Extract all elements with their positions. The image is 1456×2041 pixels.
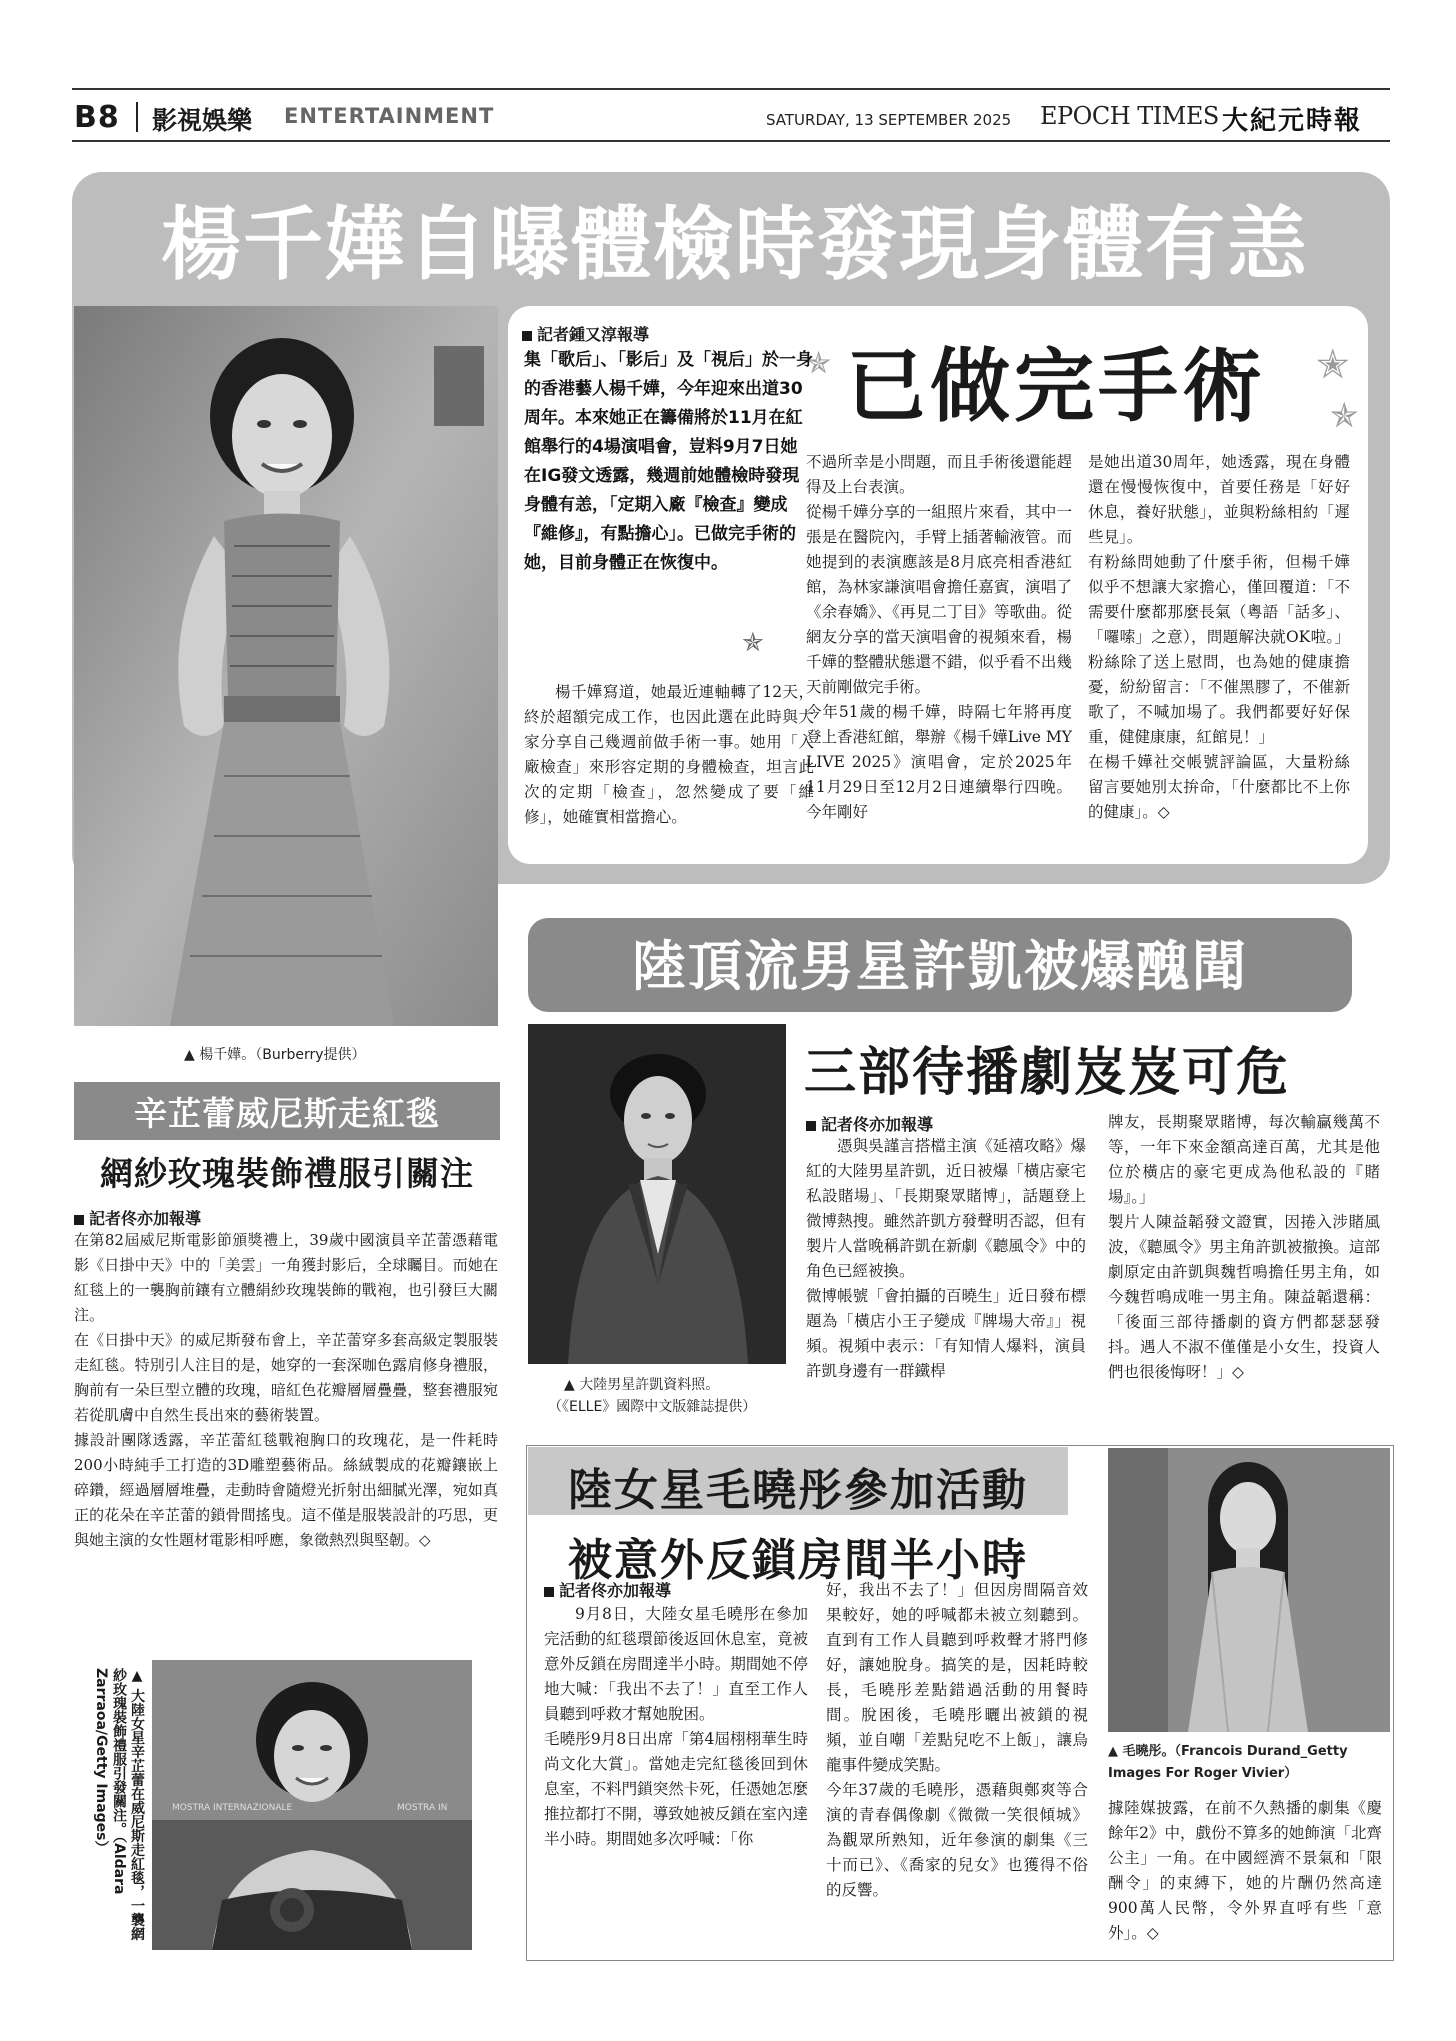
story3-photo — [1108, 1448, 1390, 1732]
page-number: B8 — [74, 100, 120, 135]
svg-text:MOSTRA IN: MOSTRA IN — [397, 1803, 448, 1813]
story1-subhead: 已做完手術 — [846, 340, 1266, 433]
story4-byline: 記者佟亦加報導 — [74, 1206, 201, 1229]
story2-photo-caption-line1: ▲ 大陸男星許凱資料照。 — [564, 1377, 720, 1393]
story2-photo-caption-line2: （《ELLE》國際中文版雜誌提供） — [548, 1399, 757, 1415]
header-divider — [136, 102, 138, 132]
story1-column-1: 楊千嬅寫道，她最近連軸轉了12天，終於超額完成工作，也因此選在此時與大家分享自己幾週前做手術一事。她用「入廠檢查」來形容定期的身體檢查，坦言此次的定期「檢查」，忽然變成了要「維修」，她確實相當擔心。 — [524, 683, 814, 826]
masthead-en: EPOCH TIMES — [1040, 102, 1219, 130]
story3-byline: 記者佟亦加報導 — [544, 1578, 671, 1601]
story2-photo — [528, 1024, 786, 1364]
story1-lead: 集「歌后」、「影后」及「視后」於一身的香港藝人楊千嬅，今年迎來出道30周年。本來她正在籌備將於11月在紅館舉行的4場演唱會，豈料9月7日她在IG發文透露，幾週前她體檢時發現身體有恙，「定期入廠『檢查』變成『維修』，有點擔心」。已做完手術的她，目前身體正在恢復中。 — [524, 350, 813, 573]
section-title-en: ENTERTAINMENT — [284, 104, 495, 128]
actress-photo-illustration — [74, 306, 498, 1026]
svg-text:MOSTRA INTERNAZIONALE: MOSTRA INTERNAZIONALE — [172, 1803, 293, 1813]
story3-headline: 陸女星毛曉彤參加活動 — [568, 1465, 1028, 1516]
story4-photo — [152, 1660, 472, 1950]
story3-photo-caption-line1: ▲ 毛曉彤。（Francois Durand_Getty — [1108, 1744, 1348, 1759]
story1-photo — [74, 306, 498, 1026]
actress-redcarpet-illustration — [152, 1660, 472, 1950]
header-top-rule — [72, 88, 1390, 90]
story2-byline: 記者佟亦加報導 — [806, 1112, 933, 1135]
story3-photo-caption-line2: Images For Roger Vivier） — [1108, 1766, 1298, 1781]
story4-vertical-caption: ▲ 大陸女星辛芷蕾在威尼斯走紅毯，一襲網紗玫瑰裝飾禮服引發關注。（Aldara Zarraoa/Getty Images） — [93, 1668, 145, 1941]
star-ornament-icon: ✯ — [806, 346, 832, 381]
star-ornament-icon: ✭ — [1316, 342, 1350, 388]
actress-event-illustration — [1108, 1448, 1390, 1732]
story2-headline: 陸頂流男星許凱被爆醜聞 — [632, 935, 1248, 998]
star-ornament-icon: ✯ — [1330, 396, 1359, 436]
story2-column-2: 牌友，長期聚眾賭博，每次輸贏幾萬不等，一年下來金額高達百萬，尤其是他位於橫店的豪宅更成為他私設的『賭場』。」 製片人陳益韜發文證實，因捲入涉賭風波，《聽風令》男主角許凱被撤換。這部劇原定由許凱與魏哲鳴擔任男主角，如今魏哲鳴成唯一男主角。陳益韜還稱：「後面三部待播劇的資方們都瑟瑟發抖。遇人不淑不僅僅是小女生，投資人們也很後悔呀！」◇ — [1108, 1113, 1380, 1381]
story4-body: 在第82屆威尼斯電影節頒獎禮上，39歲中國演員辛芷蕾憑藉電影《日掛中天》中的「美雲」一角獲封影后，全球矚目。而她在紅毯上的一襲胸前鑲有立體絹紗玫瑰裝飾的戰袍，也引發巨大關注。 在《日掛中天》的威尼斯發布會上，辛芷蕾穿多套高級定製服裝走紅毯。特別引人注目的是，她穿的一套深咖色露肩修身禮服，胸前有一朵巨型立體的玫瑰，暗紅色花瓣層層疊疊，整套禮服宛若從肌膚中自然生長出來的藝術裝置。 據設計團隊透露，辛芷蕾紅毯戰袍胸口的玫瑰花，是一件耗時200小時純手工打造的3D雕塑藝術品。絲絨製成的花瓣鑲嵌上碎鑽，經過層層堆疊，走動時會隨燈光折射出細膩光澤，宛如真正的花朵在辛芷蕾的鎖骨間搖曳。這不僅是服裝設計的巧思，更與她主演的女性題材電影相呼應，象徵熱烈與堅韌。◇ — [74, 1231, 498, 1549]
story1-photo-caption: ▲ 楊千嬅。（Burberry提供） — [184, 1047, 366, 1063]
section-title-zh: 影視娛樂 — [152, 106, 253, 135]
story1-headline: 楊千嬅自曝體檢時發現身體有恙 — [161, 198, 1309, 291]
story2-column-1: 憑與吳謹言搭檔主演《延禧攻略》爆紅的大陸男星許凱，近日被爆「橫店豪宅私設賭場」、「長期聚眾賭博」，話題登上微博熱搜。雖然許凱方發聲明否認，但有製片人當晚稱許凱在新劇《聽風令》中的角色已經被換。 微博帳號「會拍攝的百曉生」近日發布標題為「橫店小王子變成『牌場大帝』」視頻。視頻中表示：「有知情人爆料，演員許凱身邊有一群鐵桿 — [806, 1137, 1086, 1380]
story1-column-3: 是她出道30周年，她透露，現在身體還在慢慢恢復中，首要任務是「好好休息，養好狀態」，並與粉絲相約「遲些見」。 有粉絲問她動了什麼手術，但楊千嬅似乎不想讓大家擔心，僅回覆道：「不需要什麼都那麼長氣（粵語「話多」、「囉嗦」之意），問題解決就OK啦。」粉絲除了送上慰問，也為她的健康擔憂，紛紛留言：「不催黑膠了，不催新歌了，不喊加場了。我們都要好好保重，健健康康，紅館見！」 在楊千嬅社交帳號評論區，大量粉絲留言要她別太拚命，「什麼都比不上你的健康」。◇ — [1088, 453, 1350, 821]
header-bottom-rule — [72, 140, 1390, 142]
story1-column-2: 不過所幸是小問題，而且手術後還能趕得及上台表演。 從楊千嬅分享的一組照片來看，其中一張是在醫院內，手臂上插著輸液管。而她提到的表演應該是8月底亮相香港紅館，為林家謙演唱會擔任嘉賓，演唱了《余春嬌》、《再見二丁目》等歌曲。從網友分享的當天演唱會的視頻來看，楊千嬅的整體狀態還不錯，似乎看不出幾天前剛做完手術。 今年51歲的楊千嬅，時隔七年將再度登上香港紅館，舉辦《楊千嬅Live MY LIVE 2025》演唱會，定於2025年11月29日至12月2日連續舉行四晚。今年剛好 — [806, 453, 1072, 821]
story3-column-3: 據陸媒披露，在前不久熱播的劇集《慶餘年2》中，戲份不算多的她飾演「北齊公主」一角。在中國經濟不景氣和「限酬令」的束縛下，她的片酬仍然高達900萬人民幣，令外界直呼有些「意外」。◇ — [1108, 1799, 1382, 1942]
issue-date: SATURDAY, 13 SEPTEMBER 2025 — [766, 111, 1012, 129]
story3-column-2: 好，我出不去了！」但因房間隔音效果較好，她的呼喊都未被立刻聽到。直到有工作人員聽到呼救聲才將門修好，讓她脫身。搞笑的是，因耗時較長，毛曉彤差點錯過活動的用餐時間。脫困後，毛曉彤曬出被鎖的視頻，並自嘲「差點兒吃不上飯」，讓烏龍事件變成笑點。 今年37歲的毛曉彤，憑藉與鄭爽等合演的青春偶像劇《微微一笑很傾城》為觀眾所熟知，近年參演的劇集《三十而已》、《喬家的兒女》也獲得不俗的反響。 — [826, 1581, 1088, 1899]
story1-byline: 記者鍾又淳報導 — [522, 322, 649, 345]
story4-subhead: 網紗玫瑰裝飾禮服引關注 — [100, 1154, 474, 1193]
masthead-logo: 大紀元時報 — [1222, 106, 1363, 136]
story2-subhead: 三部待播劇岌岌可危 — [804, 1043, 1291, 1103]
story3-subhead: 被意外反鎖房間半小時 — [568, 1535, 1028, 1586]
star-ornament-icon: ✯ — [742, 628, 764, 658]
story4-headline: 辛芷蕾威尼斯走紅毯 — [134, 1094, 440, 1133]
story3-column-1: 9月8日，大陸女星毛曉彤在參加完活動的紅毯環節後返回休息室，竟被意外反鎖在房間達半小時。期間她不停地大喊：「我出不去了！」直至工作人員聽到呼救才幫她脫困。 毛曉彤9月8日出席「第4屆栩栩華生時尚文化大賞」。當她走完紅毯後回到休息室，不料門鎖突然卡死，任憑她怎麼推拉都打不開，導致她被反鎖在室內達半小時。期間她多次呼喊：「你 — [544, 1605, 808, 1848]
actor-photo-illustration — [528, 1024, 786, 1364]
